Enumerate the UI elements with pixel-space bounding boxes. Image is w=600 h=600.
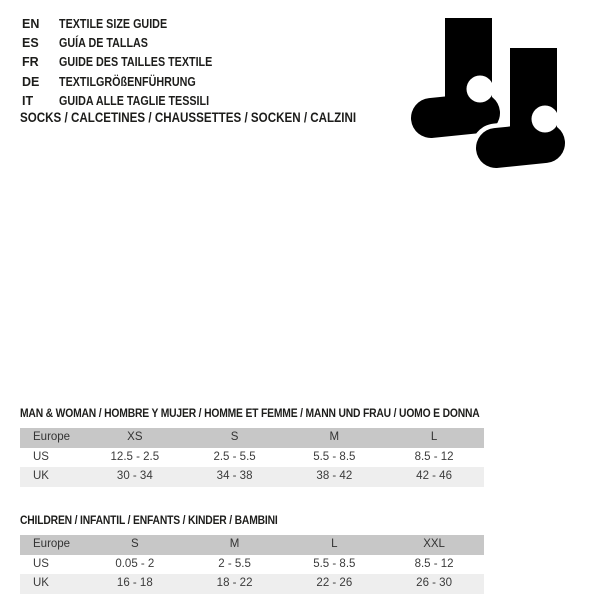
category-line [20, 109, 411, 126]
table-title-text: CHILDREN / INFANTIL / ENFANTS / KINDER / BAMBINI [20, 513, 278, 527]
socks-icon [400, 0, 590, 190]
size-cell: 42 - 46 [416, 470, 452, 482]
row-label-cell: US [33, 557, 49, 570]
language-code: IT [22, 93, 34, 108]
language-label: GUIDE DES TAILLES TEXTILE [59, 55, 213, 70]
header-cell: S [130, 538, 139, 550]
table-title-text: MAN & WOMAN / HOMBRE Y MUJER / HOMME ET FEMME / MANN UND FRAU / UOMO E DONNA [20, 406, 480, 420]
language-code: ES [22, 36, 39, 51]
language-list [22, 15, 237, 111]
category-line-text: SOCKS / CALCETINES / CHAUSSETTES / SOCKEN / CALZINI [20, 110, 357, 125]
size-cell: 12.5 - 2.5 [110, 450, 160, 463]
size-cell: 5.5 - 8.5 [313, 450, 356, 463]
size-table-grid [20, 535, 484, 594]
header-cell: Europe [33, 431, 71, 443]
language-label: TEXTILGRÖßENFÜHRUNG [59, 74, 196, 89]
header-cell: M [229, 538, 240, 550]
size-cell: 30 - 34 [116, 470, 153, 482]
header-cell: L [430, 431, 438, 443]
size-cell: 16 - 18 [116, 577, 153, 589]
size-table-children [20, 513, 484, 594]
table-title [20, 513, 484, 527]
table-header-row [20, 428, 484, 448]
language-label: GUIDA ALLE TAGLIE TESSILI [59, 93, 210, 108]
size-cell: 2.5 - 5.5 [213, 450, 256, 463]
header-cell: L [331, 538, 338, 550]
row-label-cell: US [33, 450, 49, 463]
size-cell: 5.5 - 8.5 [313, 557, 356, 570]
language-row [22, 15, 237, 34]
sock-shape [496, 48, 559, 148]
table-row [20, 448, 484, 468]
language-row [22, 34, 237, 53]
header-cell: S [230, 431, 239, 443]
language-row [22, 53, 237, 72]
language-code: FR [22, 55, 39, 70]
language-code: EN [22, 17, 40, 31]
row-label-cell: UK [33, 470, 49, 482]
table-header-row [20, 535, 484, 555]
language-code: DE [22, 74, 40, 89]
size-cell: 34 - 38 [216, 470, 253, 482]
size-cell: 2 - 5.5 [218, 557, 251, 570]
size-cell: 38 - 42 [316, 470, 353, 482]
table-row [20, 574, 484, 594]
size-table-grid [20, 428, 484, 487]
language-label: TEXTILE SIZE GUIDE [59, 17, 168, 31]
row-label-cell: UK [33, 577, 49, 589]
language-row [22, 73, 237, 92]
header-cell: XXL [423, 538, 445, 550]
table-title [20, 406, 484, 420]
language-label: GUÍA DE TALLAS [59, 36, 148, 51]
header-cell: XS [127, 431, 143, 443]
size-cell: 22 - 26 [316, 577, 353, 589]
table-row [20, 467, 484, 487]
size-cell: 8.5 - 12 [414, 557, 454, 570]
header-cell: Europe [33, 538, 71, 550]
size-cell: 26 - 30 [416, 577, 452, 589]
header-cell: M [329, 431, 340, 443]
size-cell: 18 - 22 [216, 577, 253, 589]
size-cell: 0.05 - 2 [115, 557, 155, 570]
size-cell: 8.5 - 12 [414, 450, 454, 463]
size-table-adults [20, 406, 484, 487]
table-row [20, 555, 484, 575]
sock-shape [431, 18, 494, 118]
